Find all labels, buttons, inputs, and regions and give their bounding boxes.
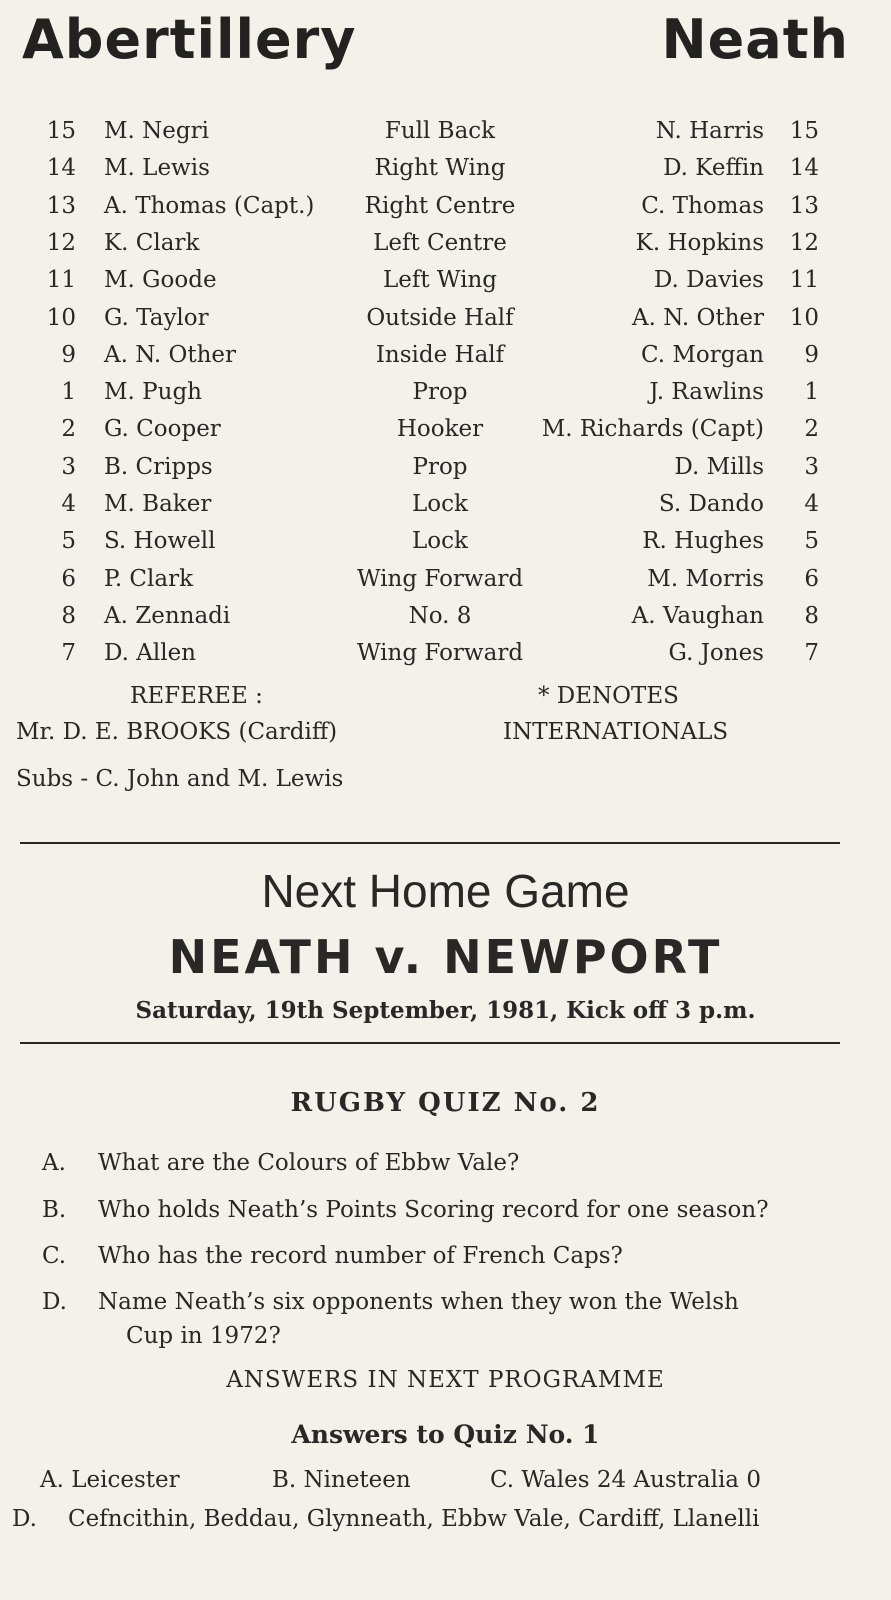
home-player-name: D. Allen	[104, 640, 196, 666]
next-match-title: NEATH v. NEWPORT	[168, 930, 723, 984]
away-player-name: A. N. Other	[631, 305, 764, 331]
home-shirt-number: 12	[46, 230, 76, 256]
quiz-question-letter: A.	[42, 1150, 66, 1176]
away-player-name: S. Dando	[658, 491, 764, 517]
quiz-question-text: Who has the record number of French Caps?	[98, 1243, 623, 1269]
away-shirt-number: 15	[789, 118, 819, 144]
home-player-name: G. Taylor	[104, 305, 209, 331]
away-player-name: C. Morgan	[640, 342, 764, 368]
away-shirt-number: 5	[804, 528, 819, 554]
quiz-question-text: What are the Colours of Ebbw Vale?	[98, 1150, 520, 1176]
quiz-question-text: Who holds Neath’s Points Scoring record for one season?	[98, 1197, 769, 1223]
away-team-heading: Neath	[661, 8, 849, 71]
position-label: Outside Half	[366, 305, 514, 331]
home-shirt-number: 5	[61, 528, 76, 554]
away-player-name: M. Richards (Capt)	[541, 416, 764, 442]
away-shirt-number: 8	[804, 603, 819, 629]
position-label: Left Wing	[382, 267, 498, 293]
denotes-label: * DENOTES	[538, 683, 679, 709]
position-label: Inside Half	[375, 342, 505, 368]
away-player-name: M. Morris	[647, 566, 764, 592]
answer-d-letter: D.	[12, 1506, 37, 1532]
lineup-row	[0, 523, 891, 559]
previous-answers-title: Answers to Quiz No. 1	[291, 1420, 600, 1449]
quiz-question-letter: D.	[42, 1289, 67, 1315]
home-player-name: M. Negri	[104, 118, 209, 144]
quiz-question-letter: B.	[42, 1197, 67, 1223]
denotes-value: INTERNATIONALS	[503, 719, 729, 745]
answer-d-text: Cefncithin, Beddau, Glynneath, Ebbw Vale, Cardiff, Llanelli	[68, 1506, 760, 1532]
away-shirt-number: 11	[789, 267, 819, 293]
quiz-question-continuation: Cup in 1972?	[126, 1323, 281, 1349]
home-player-name: P. Clark	[104, 566, 194, 592]
position-label: Right Wing	[374, 155, 506, 181]
referee-label: REFEREE :	[130, 683, 263, 709]
answers-next-programme: ANSWERS IN NEXT PROGRAMME	[226, 1367, 665, 1393]
position-label: No. 8	[408, 603, 472, 629]
away-shirt-number: 10	[789, 305, 819, 331]
lineup-row	[0, 561, 891, 597]
away-shirt-number: 9	[804, 342, 819, 368]
away-shirt-number: 13	[789, 193, 819, 219]
away-player-name: N. Harris	[655, 118, 764, 144]
home-player-name: M. Baker	[104, 491, 212, 517]
home-player-name: A. Zennadi	[104, 603, 231, 629]
position-label: Lock	[412, 491, 468, 517]
home-shirt-number: 11	[46, 267, 76, 293]
divider-bottom	[20, 1042, 840, 1044]
lineup-row	[0, 300, 891, 336]
answer-b: B. Nineteen	[272, 1467, 411, 1493]
away-shirt-number: 12	[789, 230, 819, 256]
home-player-name: M. Pugh	[104, 379, 202, 405]
quiz-title: RUGBY QUIZ No. 2	[290, 1088, 601, 1118]
home-player-name: G. Cooper	[104, 416, 221, 442]
lineup-row	[0, 188, 891, 224]
home-player-name: A. Thomas (Capt.)	[104, 193, 315, 219]
position-label: Wing Forward	[356, 640, 524, 666]
lineup-row	[0, 411, 891, 447]
home-player-name: B. Cripps	[104, 454, 213, 480]
lineup-row	[0, 225, 891, 261]
position-label: Lock	[412, 528, 468, 554]
divider-top	[20, 842, 840, 844]
away-player-name: A. Vaughan	[631, 603, 764, 629]
away-shirt-number: 4	[804, 491, 819, 517]
answer-c: C. Wales 24 Australia 0	[490, 1467, 761, 1493]
home-shirt-number: 2	[61, 416, 76, 442]
home-shirt-number: 7	[61, 640, 76, 666]
away-player-name: G. Jones	[668, 640, 764, 666]
position-label: Right Centre	[364, 193, 516, 219]
substitutes: Subs - C. John and M. Lewis	[16, 766, 344, 792]
away-player-name: R. Hughes	[642, 528, 764, 554]
lineup-row	[0, 262, 891, 298]
lineup-row	[0, 337, 891, 373]
away-shirt-number: 6	[804, 566, 819, 592]
home-shirt-number: 8	[61, 603, 76, 629]
next-home-game-title: Next Home Game	[261, 865, 630, 917]
home-shirt-number: 4	[61, 491, 76, 517]
position-label: Wing Forward	[356, 566, 524, 592]
away-player-name: K. Hopkins	[635, 230, 764, 256]
home-shirt-number: 1	[61, 379, 76, 405]
next-match-date: Saturday, 19th September, 1981, Kick off 3 p.m.	[135, 997, 756, 1024]
away-shirt-number: 14	[789, 155, 819, 181]
home-player-name: M. Lewis	[104, 155, 210, 181]
lineup-row	[0, 598, 891, 634]
position-label: Left Centre	[373, 230, 507, 256]
lineup-row	[0, 449, 891, 485]
away-player-name: J. Rawlins	[649, 379, 764, 405]
home-shirt-number: 6	[61, 566, 76, 592]
home-shirt-number: 14	[46, 155, 76, 181]
home-player-name: K. Clark	[104, 230, 200, 256]
lineup-row	[0, 113, 891, 149]
away-player-name: D. Davies	[653, 267, 764, 293]
away-shirt-number: 2	[804, 416, 819, 442]
home-shirt-number: 3	[61, 454, 76, 480]
home-shirt-number: 9	[61, 342, 76, 368]
away-player-name: D. Mills	[674, 454, 764, 480]
lineup-row	[0, 486, 891, 522]
answer-a: A. Leicester	[40, 1467, 180, 1493]
away-shirt-number: 7	[804, 640, 819, 666]
referee-name: Mr. D. E. BROOKS (Cardiff)	[16, 719, 338, 745]
quiz-question-text: Name Neath’s six opponents when they won the Welsh	[98, 1289, 739, 1315]
lineup-row	[0, 635, 891, 671]
home-player-name: S. Howell	[104, 528, 216, 554]
home-shirt-number: 10	[46, 305, 76, 331]
position-label: Full Back	[384, 118, 496, 144]
lineup-row	[0, 374, 891, 410]
home-shirt-number: 15	[46, 118, 76, 144]
home-team-heading: Abertillery	[22, 8, 357, 71]
away-player-name: D. Keffin	[663, 155, 764, 181]
home-player-name: M. Goode	[104, 267, 217, 293]
home-player-name: A. N. Other	[104, 342, 237, 368]
home-shirt-number: 13	[46, 193, 76, 219]
away-shirt-number: 1	[804, 379, 819, 405]
position-label: Prop	[412, 379, 468, 405]
quiz-question-letter: C.	[42, 1243, 67, 1269]
away-player-name: C. Thomas	[641, 193, 764, 219]
position-label: Hooker	[396, 416, 484, 442]
away-shirt-number: 3	[804, 454, 819, 480]
position-label: Prop	[412, 454, 468, 480]
lineup-row	[0, 150, 891, 186]
